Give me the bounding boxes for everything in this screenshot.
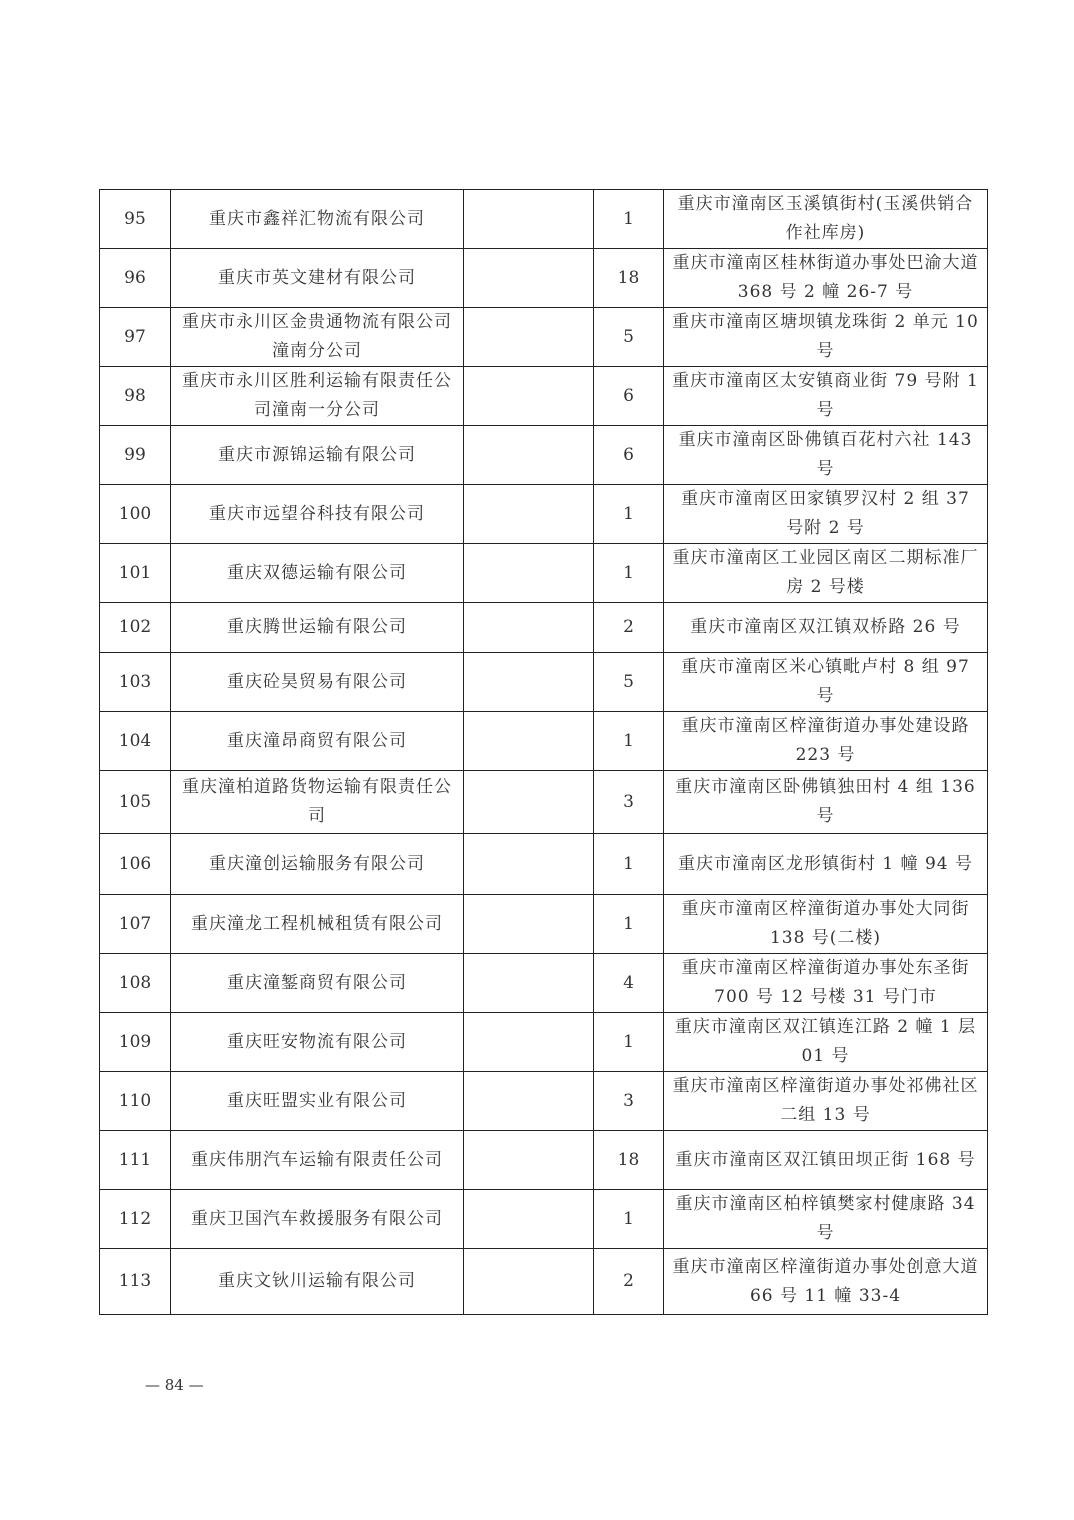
blank-cell <box>464 1190 594 1249</box>
vehicle-count-cell: 1 <box>594 1190 664 1249</box>
table-row <box>100 1072 988 1131</box>
row-number-cell: 101 <box>100 544 171 603</box>
table-row <box>100 485 988 544</box>
table-row <box>100 308 988 367</box>
company-name-cell: 重庆腾世运输有限公司 <box>171 603 464 653</box>
company-name-cell: 重庆潼昂商贸有限公司 <box>171 712 464 771</box>
row-number-cell: 103 <box>100 653 171 712</box>
address-cell: 重庆市潼南区卧佛镇百花村六社 143 号 <box>664 426 988 485</box>
vehicle-count-cell: 1 <box>594 190 664 249</box>
vehicle-count-cell: 1 <box>594 1013 664 1072</box>
blank-cell <box>464 544 594 603</box>
row-number-cell: 113 <box>100 1249 171 1315</box>
table-row <box>100 426 988 485</box>
address-cell: 重庆市潼南区双江镇田坝正街 168 号 <box>664 1131 988 1190</box>
blank-cell <box>464 1013 594 1072</box>
blank-cell <box>464 653 594 712</box>
company-table <box>99 189 988 1315</box>
table-row <box>100 712 988 771</box>
address-cell: 重庆市潼南区梓潼街道办事处创意大道 66 号 11 幢 33-4 <box>664 1249 988 1315</box>
blank-cell <box>464 712 594 771</box>
row-number-cell: 106 <box>100 834 171 895</box>
row-number-cell: 108 <box>100 954 171 1013</box>
table-row <box>100 1013 988 1072</box>
blank-cell <box>464 954 594 1013</box>
vehicle-count-cell: 1 <box>594 895 664 954</box>
company-name-cell: 重庆市永川区胜利运输有限责任公司潼南一分公司 <box>171 367 464 426</box>
address-cell: 重庆市潼南区工业园区南区二期标准厂房 2 号楼 <box>664 544 988 603</box>
row-number-cell: 111 <box>100 1131 171 1190</box>
page-number: — 84 — <box>145 1376 204 1394</box>
blank-cell <box>464 426 594 485</box>
address-cell: 重庆市潼南区塘坝镇龙珠街 2 单元 10 号 <box>664 308 988 367</box>
address-cell: 重庆市潼南区卧佛镇独田村 4 组 136 号 <box>664 771 988 834</box>
company-name-cell: 重庆市源锦运输有限公司 <box>171 426 464 485</box>
address-cell: 重庆市潼南区梓潼街道办事处东圣街 700 号 12 号楼 31 号门市 <box>664 954 988 1013</box>
vehicle-count-cell: 6 <box>594 426 664 485</box>
row-number-cell: 112 <box>100 1190 171 1249</box>
row-number-cell: 109 <box>100 1013 171 1072</box>
vehicle-count-cell: 5 <box>594 308 664 367</box>
vehicle-count-cell: 3 <box>594 771 664 834</box>
address-cell: 重庆市潼南区双江镇双桥路 26 号 <box>664 603 988 653</box>
blank-cell <box>464 308 594 367</box>
company-name-cell: 重庆旺安物流有限公司 <box>171 1013 464 1072</box>
row-number-cell: 99 <box>100 426 171 485</box>
table-row <box>100 834 988 895</box>
address-cell: 重庆市潼南区双江镇连江路 2 幢 1 层 01 号 <box>664 1013 988 1072</box>
row-number-cell: 104 <box>100 712 171 771</box>
company-name-cell: 重庆伟朋汽车运输有限责任公司 <box>171 1131 464 1190</box>
table-row <box>100 653 988 712</box>
row-number-cell: 96 <box>100 249 171 308</box>
blank-cell <box>464 485 594 544</box>
table-row <box>100 367 988 426</box>
vehicle-count-cell: 18 <box>594 1131 664 1190</box>
vehicle-count-cell: 18 <box>594 249 664 308</box>
table-row <box>100 1249 988 1315</box>
company-name-cell: 重庆砼昊贸易有限公司 <box>171 653 464 712</box>
table-row <box>100 190 988 249</box>
address-cell: 重庆市潼南区梓潼街道办事处祁佛社区二组 13 号 <box>664 1072 988 1131</box>
vehicle-count-cell: 1 <box>594 712 664 771</box>
row-number-cell: 102 <box>100 603 171 653</box>
blank-cell <box>464 249 594 308</box>
blank-cell <box>464 1072 594 1131</box>
blank-cell <box>464 834 594 895</box>
company-name-cell: 重庆市远望谷科技有限公司 <box>171 485 464 544</box>
address-cell: 重庆市潼南区米心镇毗卢村 8 组 97 号 <box>664 653 988 712</box>
company-name-cell: 重庆潼龙工程机械租赁有限公司 <box>171 895 464 954</box>
row-number-cell: 100 <box>100 485 171 544</box>
address-cell: 重庆市潼南区梓潼街道办事处建设路 223 号 <box>664 712 988 771</box>
vehicle-count-cell: 1 <box>594 544 664 603</box>
table-row <box>100 1190 988 1249</box>
address-cell: 重庆市潼南区玉溪镇街村(玉溪供销合作社库房) <box>664 190 988 249</box>
row-number-cell: 110 <box>100 1072 171 1131</box>
company-name-cell: 重庆市鑫祥汇物流有限公司 <box>171 190 464 249</box>
row-number-cell: 97 <box>100 308 171 367</box>
address-cell: 重庆市潼南区田家镇罗汉村 2 组 37 号附 2 号 <box>664 485 988 544</box>
blank-cell <box>464 895 594 954</box>
company-name-cell: 重庆市英文建材有限公司 <box>171 249 464 308</box>
vehicle-count-cell: 1 <box>594 485 664 544</box>
table-row <box>100 954 988 1013</box>
vehicle-count-cell: 6 <box>594 367 664 426</box>
blank-cell <box>464 771 594 834</box>
company-name-cell: 重庆市永川区金贵通物流有限公司潼南分公司 <box>171 308 464 367</box>
blank-cell <box>464 1131 594 1190</box>
table-row <box>100 603 988 653</box>
company-name-cell: 重庆双德运输有限公司 <box>171 544 464 603</box>
company-name-cell: 重庆卫国汽车救援服务有限公司 <box>171 1190 464 1249</box>
company-name-cell: 重庆潼创运输服务有限公司 <box>171 834 464 895</box>
table-row <box>100 895 988 954</box>
blank-cell <box>464 1249 594 1315</box>
address-cell: 重庆市潼南区梓潼街道办事处大同街 138 号(二楼) <box>664 895 988 954</box>
blank-cell <box>464 190 594 249</box>
row-number-cell: 95 <box>100 190 171 249</box>
row-number-cell: 107 <box>100 895 171 954</box>
vehicle-count-cell: 3 <box>594 1072 664 1131</box>
company-name-cell: 重庆旺盟实业有限公司 <box>171 1072 464 1131</box>
table-row <box>100 771 988 834</box>
company-name-cell: 重庆潼柏道路货物运输有限责任公司 <box>171 771 464 834</box>
row-number-cell: 105 <box>100 771 171 834</box>
vehicle-count-cell: 2 <box>594 1249 664 1315</box>
table-row <box>100 1131 988 1190</box>
address-cell: 重庆市潼南区太安镇商业街 79 号附 1 号 <box>664 367 988 426</box>
company-name-cell: 重庆潼錾商贸有限公司 <box>171 954 464 1013</box>
table-body <box>100 190 988 1315</box>
row-number-cell: 98 <box>100 367 171 426</box>
vehicle-count-cell: 4 <box>594 954 664 1013</box>
blank-cell <box>464 367 594 426</box>
table-row <box>100 544 988 603</box>
address-cell: 重庆市潼南区桂林街道办事处巴渝大道 368 号 2 幢 26-7 号 <box>664 249 988 308</box>
vehicle-count-cell: 1 <box>594 834 664 895</box>
address-cell: 重庆市潼南区柏梓镇樊家村健康路 34 号 <box>664 1190 988 1249</box>
address-cell: 重庆市潼南区龙形镇街村 1 幢 94 号 <box>664 834 988 895</box>
vehicle-count-cell: 5 <box>594 653 664 712</box>
company-name-cell: 重庆文钬川运输有限公司 <box>171 1249 464 1315</box>
blank-cell <box>464 603 594 653</box>
table-row <box>100 249 988 308</box>
vehicle-count-cell: 2 <box>594 603 664 653</box>
